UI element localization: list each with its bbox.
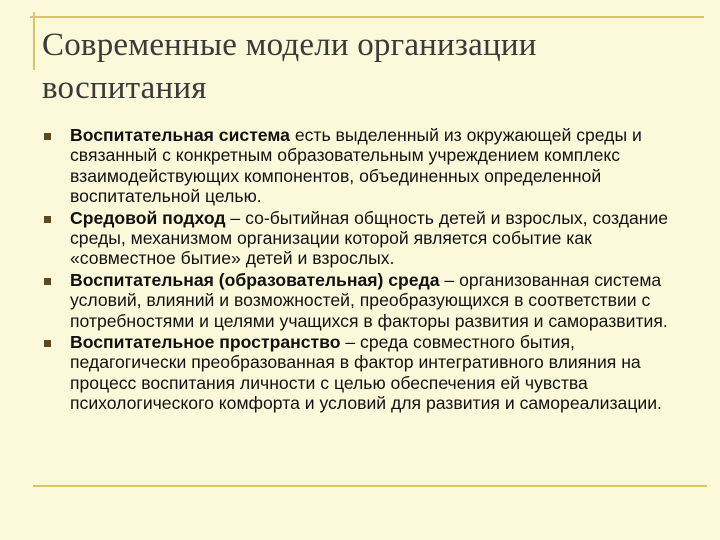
square-bullet-icon — [44, 133, 51, 140]
list-item — [44, 208, 684, 269]
list-item — [44, 125, 684, 207]
item-term: Воспитательное пространство — [70, 332, 341, 353]
item-term: Средовой подход — [70, 207, 226, 228]
item-text: есть выделенный из окружающей среды и связанный с конкретным образовательным учреждением комплекс взаимодействующих компонентов, объединенных определенной воспитательной целью. — [70, 125, 642, 207]
item-term: Воспитательная (образовательная) среда — [70, 269, 440, 290]
slide-title: Современные модели организации воспитания — [42, 27, 537, 106]
item-text: – организованная система условий, влияний и возможностей, преобразующихся в соответствии с потребностями и целями учащихся в факторы развития и саморазвития. — [70, 269, 668, 331]
item-term: Воспитательная система — [70, 125, 290, 145]
square-bullet-icon — [44, 340, 51, 347]
list-item — [44, 270, 684, 331]
frame-left-line — [33, 12, 35, 70]
frame-bottom-line — [33, 485, 707, 487]
list-item — [44, 332, 684, 414]
square-bullet-icon — [44, 278, 51, 285]
item-text: – среда совместного бытия, педагогически преобразованная в фактор интегративного влияния на процесс воспитания личности с целью обеспечения ей чувства психологического комфорта и условий для развития и самореализации. — [70, 332, 662, 414]
definition-list — [44, 125, 684, 415]
item-text: – со-бытийная общность детей и взрослых, создание среды, механизмом организации которой является событие как «совместное бытие» детей и взрослых. — [70, 207, 669, 269]
frame-top-line — [30, 16, 704, 18]
square-bullet-icon — [44, 216, 51, 223]
